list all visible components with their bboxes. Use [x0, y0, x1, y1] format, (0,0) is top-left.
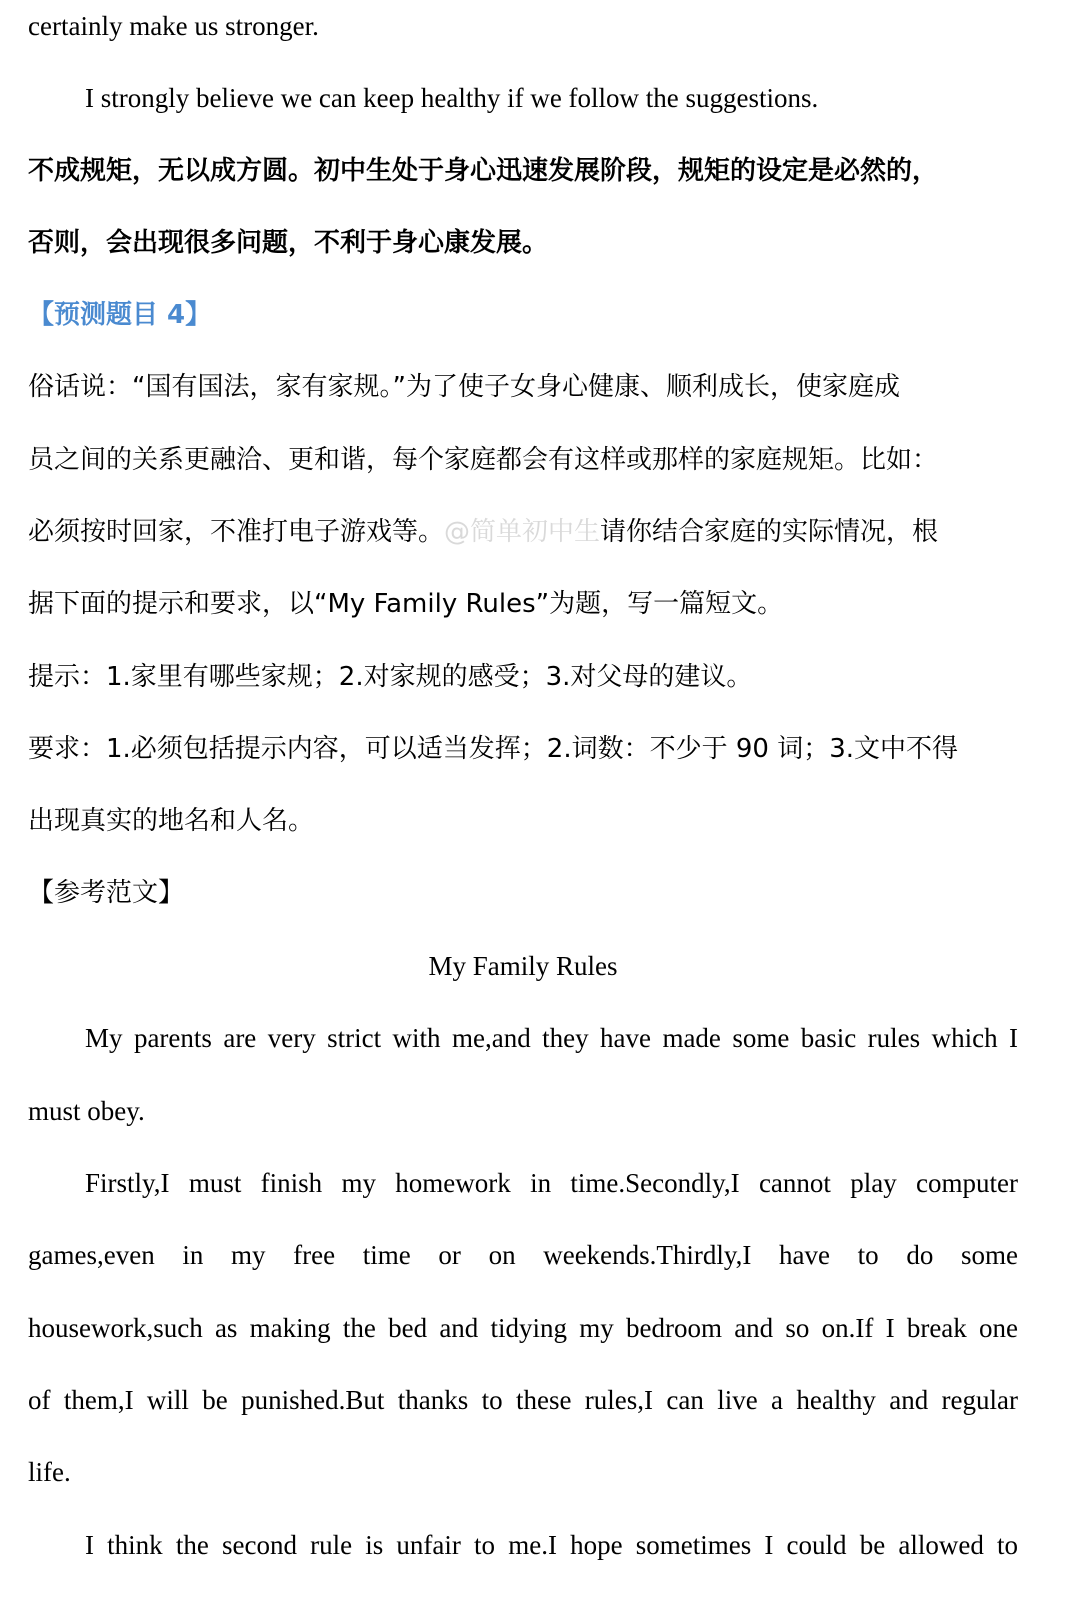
prompt-line: 员之间的关系更融洽、更和谐，每个家庭都会有这样或那样的家庭规矩。比如： [28, 445, 939, 475]
essay-line: of them,I will be punished.But thanks to these rules,I can live a healthy and regular [28, 1385, 1018, 1415]
paragraph-line: certainly make us stronger. [28, 11, 319, 41]
watermark: @简单初中生 [444, 517, 601, 547]
prompt-text: 必须按时回家，不准打电子游戏等。 [28, 517, 445, 547]
essay-line: I think the second rule is unfair to me.I hope sometimes I could be allowed to [85, 1530, 1018, 1560]
essay-line: Firstly,I must finish my homework in time.Secondly,I cannot play computer [85, 1168, 1018, 1198]
essay-line: life. [28, 1457, 71, 1487]
essay-line: must obey. [28, 1096, 145, 1126]
requirement-line: 出现真实的地名和人名。 [28, 806, 315, 836]
essay-line: games,even in my free time or on weekends.Thirdly,I have to do some [28, 1240, 1018, 1270]
requirement-line: 要求：1.必须包括提示内容，可以适当发挥；2.词数：不少于 90 词；3.文中不得 [28, 734, 959, 764]
essay-line: housework,such as making the bed and tidying my bedroom and so on.If I break one [28, 1313, 1018, 1343]
section-heading: 【预测题目 4】 [28, 300, 212, 330]
paragraph-line: I strongly believe we can keep healthy if we follow the suggestions. [85, 83, 819, 113]
prompt-text: 请你结合家庭的实际情况，根 [600, 517, 939, 547]
prompt-line: 俗话说：“国有国法，家有家规。”为了使子女身心健康、顺利成长，使家庭成 [28, 372, 900, 402]
summary-line: 否则，会出现很多问题，不利于身心康发展。 [28, 228, 549, 258]
prompt-line: 据下面的提示和要求，以“My Family Rules”为题，写一篇短文。 [28, 589, 784, 619]
essay-line: My parents are very strict with me,and they have made some basic rules which I [85, 1023, 1018, 1053]
hint-line: 提示：1.家里有哪些家规；2.对家规的感受；3.对父母的建议。 [28, 662, 753, 692]
prompt-line [28, 512, 938, 552]
sample-heading: 【参考范文】 [28, 878, 185, 908]
essay-title: My Family Rules [428, 951, 618, 981]
summary-line: 不成规矩，无以成方圆。初中生处于身心迅速发展阶段，规矩的设定是必然的， [28, 156, 939, 186]
